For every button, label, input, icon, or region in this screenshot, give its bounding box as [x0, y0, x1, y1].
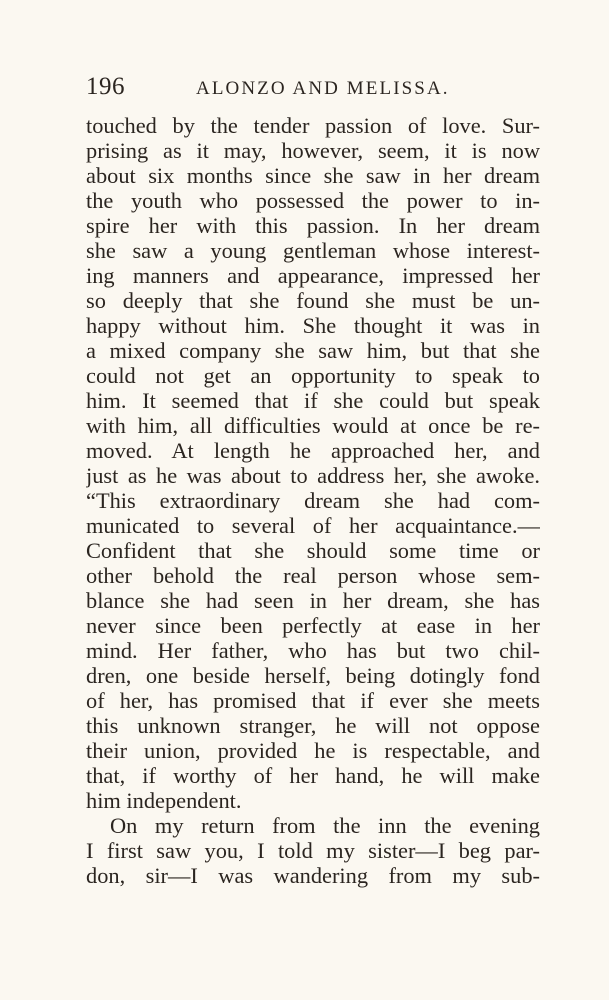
text-line: “This extraordinary dream she had com-	[86, 488, 540, 513]
running-head	[86, 70, 544, 104]
text-line: about six months since she saw in her dream	[86, 163, 540, 188]
text-line: that, if worthy of her hand, he will make	[86, 763, 540, 788]
text-line: blance she had seen in her dream, she has	[86, 588, 540, 613]
page-number: 196	[86, 73, 125, 100]
text-line: I first saw you, I told my sister—I beg par-	[86, 838, 540, 863]
running-title: ALONZO AND MELISSA.	[196, 78, 450, 99]
text-line: could not get an opportunity to speak to	[86, 363, 540, 388]
text-line: a mixed company she saw him, but that she	[86, 338, 540, 363]
text-line: just as he was about to address her, she awoke.	[86, 463, 540, 488]
text-line: him independent.	[86, 788, 242, 813]
text-line: dren, one beside herself, being dotingly fond	[86, 663, 540, 688]
text-line: prising as it may, however, seem, it is now	[86, 138, 540, 163]
text-line: this unknown stranger, he will not oppose	[86, 713, 540, 738]
text-line: him. It seemed that if she could but speak	[86, 388, 540, 413]
text-line: touched by the tender passion of love. Sur-	[86, 113, 540, 138]
text-line: never since been perfectly at ease in her	[86, 613, 540, 638]
text-line: of her, has promised that if ever she meets	[86, 688, 540, 713]
text-line: On my return from the inn the evening	[110, 813, 540, 838]
text-line: so deeply that she found she must be un-	[86, 288, 540, 313]
text-line: their union, provided he is respectable, and	[86, 738, 540, 763]
text-line: Confident that she should some time or	[86, 538, 540, 563]
text-line: the youth who possessed the power to in-	[86, 188, 540, 213]
text-line: don, sir—I was wandering from my sub-	[86, 863, 540, 888]
text-line: moved. At length he approached her, and	[86, 438, 540, 463]
text-line: she saw a young gentleman whose interest-	[86, 238, 540, 263]
text-line: ing manners and appearance, impressed her	[86, 263, 540, 288]
text-line: municated to several of her acquaintance.—	[86, 513, 540, 538]
text-line: spire her with this passion. In her dream	[86, 213, 540, 238]
text-line: other behold the real person whose sem-	[86, 563, 540, 588]
text-line: happy without him. She thought it was in	[86, 313, 540, 338]
text-line: mind. Her father, who has but two chil-	[86, 638, 540, 663]
text-line: with him, all difficulties would at once be re-	[86, 413, 540, 438]
